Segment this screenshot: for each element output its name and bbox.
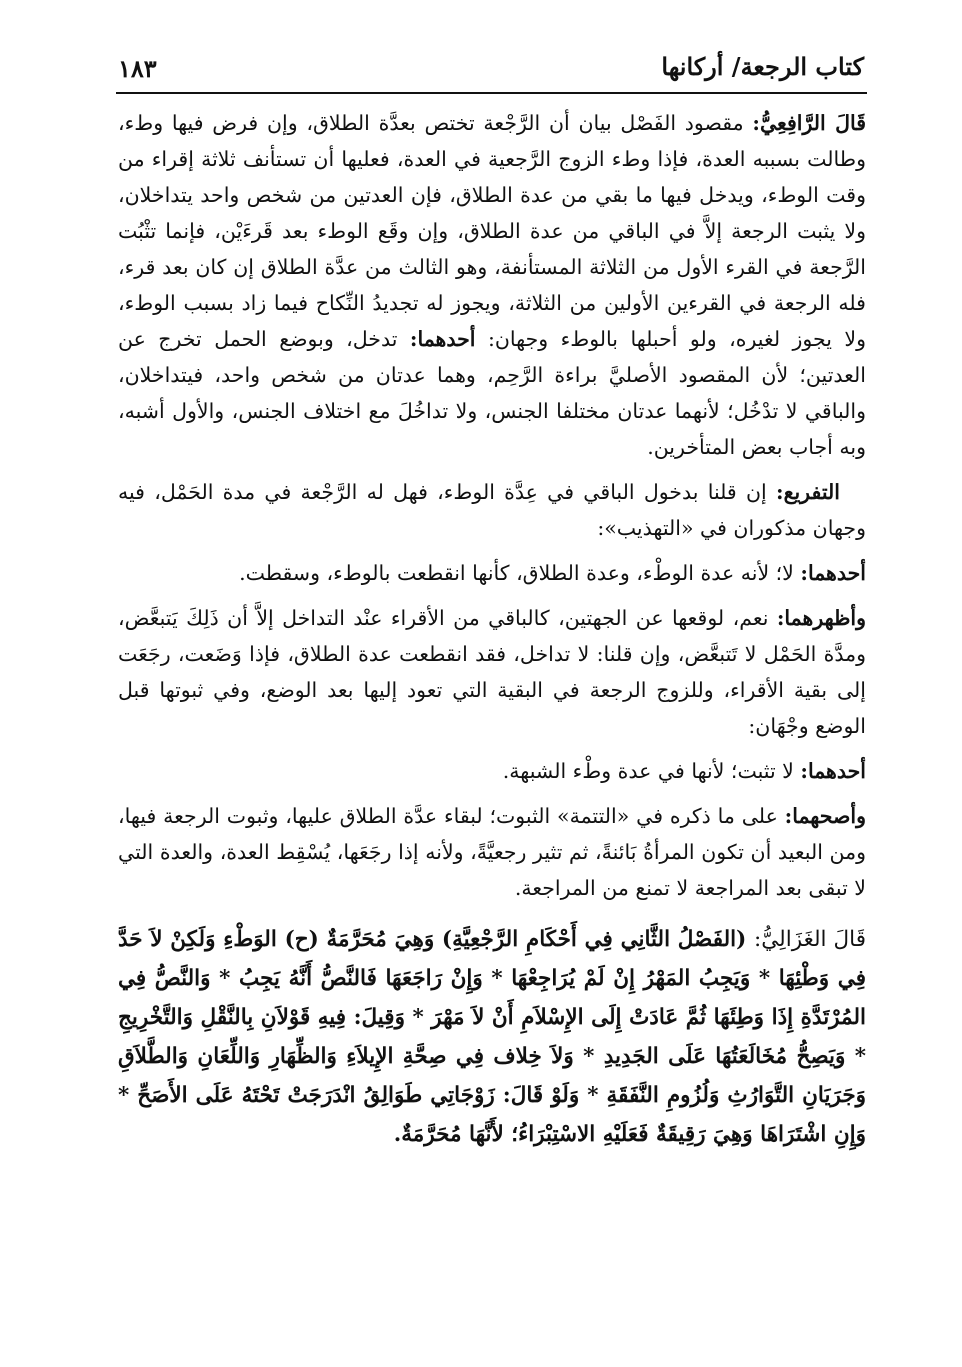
paragraph-text: (الفَصْلُ الثَّانِي فِي أَحْكَامِ الرَّجْعِيَّةِ) وَهِيَ مُحَرَّمَةٌ (ح) الوَطْءِ وَلَكِنْ لاَ حَدَّ فِي وَطْئِهَا * وَيَجِبُ المَهْرُ إِنْ لَمْ يُرَاجِعْهَا * وَإِنْ رَاجَعَهَا فَالنَّصُّ أَنَّهُ يَجِبُ * وَالنَّصُّ فِي المُرْتَدَّةِ إِذَا وَطِئَهَا ثُمَّ عَادَتْ إِلَى الإِسْلاَمِ أَنْ لاَ مَهْرَ * وَقِيلَ: فِيهِ قَوْلاَنِ بِالنَّقْلِ وَالتَّخْرِيجِ * وَيَصِحُّ مُخَالَعَتُهَا عَلَى الجَدِيدِ * وَلاَ خِلاف فِي صِحَّةِ الإِيلاَءِ وَالظِّهَارِ وَاللِّعَانِ وَالطَّلاَقِ وَجَرَيَانِ التَّوَارُثِ وَلُزُومِ النَّفَقَةِ * وَلَوْ قَالَ: زَوْجَاتِي طَوَالِقُ انْدَرَجَتْ تَحْتَهُ عَلَى الأَصَحِّ * وَإِنِ اشْتَرَاهَا وَهِيَ رَقِيقَةٌ فَعَلَيْهِ الاسْتِبْرَاءُ؛ لأَنَّهَا مُحَرَّمَةٌ. <box>118 927 866 1147</box>
running-title: كتاب الرجعة/ أركانها <box>661 52 864 81</box>
paragraph-lead: قَالَ الغَزَالِيُّ: <box>754 927 866 952</box>
paragraph-lead: أحدهما: <box>800 561 866 585</box>
paragraph-asahhuhuma <box>118 798 866 906</box>
paragraph-text-continued: تدخل، وبوضع الحمل تخرج عن العدتين؛ لأن المقصود الأصليَّ براءة الرَّحِم، وهما عدتان من شخص واحد، فيتداخلان، والباقي لا تدْخُل؛ لأنهما عدتان مختلفا الجنس، ولا تداخُلَ مع اختلاف الجنس، والأول أشبه، وبه أجاب بعض المتأخرين. <box>118 327 866 459</box>
paragraph-ahaduhuma <box>118 555 866 591</box>
paragraph-ghazali-matn <box>118 920 866 1154</box>
paragraph-lead: التفريع: <box>776 480 840 504</box>
page-number: ١٨٣ <box>118 54 157 83</box>
paragraph-lead-inline: أحدهما: <box>409 327 476 351</box>
paragraph-text: لا؛ لأنه عدة الوطْء، وعدة الطلاق، كأنها انقطعت بالوطء، وسقطت. <box>239 561 801 585</box>
paragraph-lead: وأصحهما: <box>784 804 866 828</box>
paragraph-text: إن قلنا بدخول الباقي في عِدَّة الوطء، فهل له الرَّجْعة في مدة الحَمْل، فيه وجهان مذكوران في «التهذيب»: <box>118 480 866 540</box>
paragraph-lead: أحدهما: <box>800 759 866 783</box>
page-header <box>118 42 864 92</box>
paragraph-ahaduhuma-2 <box>118 753 866 789</box>
paragraph-text: على ما ذكره في «التتمة» الثبوت؛ لبقاء عدَّة الطلاق عليها، وثبوت الرجعة فيها، ومن البعيد أن تكون المرأةُ بَائنةً، ثم تثير رجعيَّةً، ولأنه إذا رجَعَها، يُسْقِط العدة، والعدة التي لا تبقى بعد المراجعة لا تمنع من المراجعة. <box>118 804 866 900</box>
header-rule <box>116 92 867 94</box>
paragraph-text: لا تثبت؛ لأنها في عدة وطْء الشبهة. <box>502 759 801 783</box>
paragraph-lead: وأظهرهما: <box>776 606 866 630</box>
paragraph-text: مقصود الفَصْل بيان أن الرَّجْعة تختص بعدَّة الطلاق، وإن فرض فيها وطء، وطالت بسببه العدة، فإذا وطء الزوج الرَّجعية في العدة، فعليها أن تستأنف ثلاثة إقراء من وقت الوطء، ويدخل فيها ما بقي من عدة الطلاق، فإن العدتين من شخص واحد يتداخلان، ولا يثبت الرجعة إلاَّ في الباقي من عدة الطلاق، وإن وقَع الوطء بعد قَرءَيْن، فإنما تثْبُت الرَّجعة في القرء الأول من الثلاثة المستأنفة، وهو الثالث من عدَّة الطلاق إن كان بعد قرء، فله الرجعة في القرءين الأولين من الثلاثة، ويجوز له تجديدُ النِّكاح فيما زاد بسبب الوطء، ولا يجوز لغيره، ولو أحبلها بالوطء وجهان: <box>118 111 866 351</box>
paragraph-lead: قَالَ الرَّافِعِيُّ: <box>752 111 867 135</box>
page-body <box>118 105 866 1163</box>
paragraph-text: نعم، لوقعها عن الجهتين، كالباقي من الأقراء عنْد التداخل إلاَّ أن ذَلِكَ يَتبعَّض، ومدَّة الحَمْل لا تَتبعَّض، وإن قلنا: لا تداخل، فقد انقطعت عدة الطلاق، فإذا وَضَعت، رجَعَت إلى بقية الأقراء، وللزوج الرجعة في البقية التي تعود إليها بعد الوضع، وفي ثبوتها قبل الوضع وجْهَان: <box>118 606 866 738</box>
paragraph-rafii <box>118 105 866 465</box>
paragraph-tafri <box>118 474 866 546</box>
paragraph-azharuhuma <box>118 600 866 744</box>
